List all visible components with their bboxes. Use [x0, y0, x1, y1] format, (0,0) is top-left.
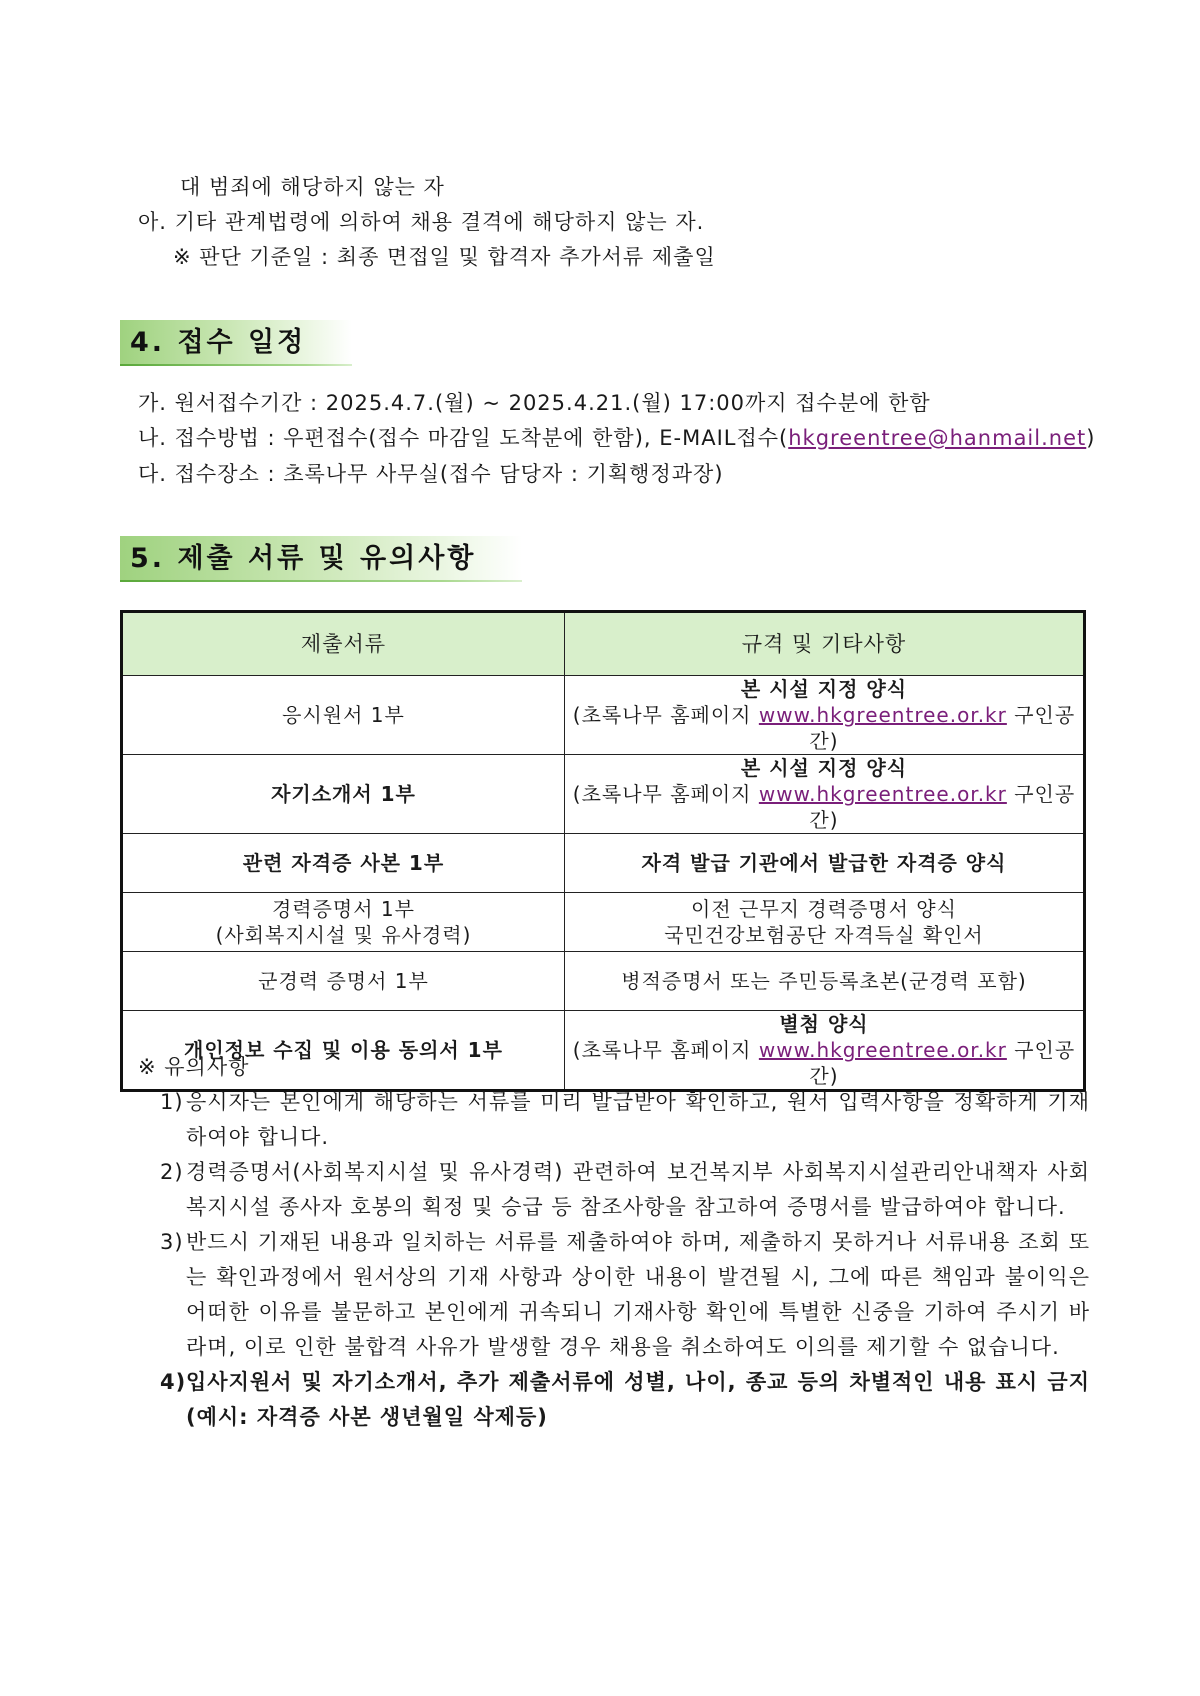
spec-detail: (초록나무 홈페이지 www.hkgreentree.or.kr 구인공간) [572, 1038, 1076, 1088]
note-number: 2) [160, 1160, 184, 1184]
table-header-row [122, 612, 1085, 676]
spec-cell [564, 676, 1084, 755]
spec-cell: 자격 발급 기관에서 발급한 자격증 양식 [564, 834, 1084, 893]
table-row [122, 893, 1085, 952]
header-specs: 규격 및 기타사항 [564, 612, 1084, 676]
spec-title: 이전 근무지 경력증명서 양식 [691, 897, 957, 921]
note-text: 응시자는 본인에게 해당하는 서류를 미리 발급받아 확인하고, 원서 입력사항을 정확하게 기재하여야 합니다. [186, 1090, 1090, 1149]
doc-note: (사회복지시설 및 유사경력) [215, 923, 472, 947]
table-row [122, 952, 1085, 1011]
note-text: 입사지원서 및 자기소개서, 추가 제출서류에 성별, 나이, 종교 등의 차별적인 내용 표시 금지(예시: 자격증 사본 생년월일 삭제등) [186, 1370, 1090, 1429]
note-number: 4) [160, 1370, 187, 1394]
header-documents: 제출서류 [122, 612, 565, 676]
note-item [120, 1085, 1090, 1155]
email-link[interactable]: hkgreentree@hanmail.net [788, 426, 1087, 450]
section-4-heading: 4. 접수 일정 [120, 320, 352, 366]
spec-title: 본 시설 지정 양식 [740, 756, 908, 780]
note-number: 3) [160, 1230, 184, 1254]
note-item [120, 1225, 1090, 1365]
doc-cell: 개인정보 수집 및 이용 동의서 1부 [122, 1011, 565, 1091]
spec-detail: (초록나무 홈페이지 www.hkgreentree.or.kr 구인공간) [572, 703, 1076, 753]
note-item [120, 1365, 1090, 1435]
application-method [138, 422, 1095, 452]
homepage-link[interactable]: www.hkgreentree.or.kr [758, 703, 1007, 727]
documents-table [120, 610, 1086, 1092]
doc-cell: 응시원서 1부 [122, 676, 565, 755]
notes-section [120, 1050, 1090, 1435]
section-5-heading: 5. 제출 서류 및 유의사항 [120, 536, 522, 582]
doc-title: 경력증명서 1부 [271, 897, 415, 921]
eligibility-reference-date: ※ 판단 기준일 : 최종 면접일 및 합격자 추가서류 제출일 [173, 245, 716, 269]
doc-cell: 군경력 증명서 1부 [122, 952, 565, 1011]
spec-title: 본 시설 지정 양식 [740, 677, 908, 701]
homepage-link[interactable]: www.hkgreentree.or.kr [758, 782, 1007, 806]
note-text: 경력증명서(사회복지시설 및 유사경력) 관련하여 보건복지부 사회복지시설관리안내책자 사회복지시설 종사자 호봉의 획정 및 승급 등 참조사항을 참고하여 증명서를 발급하여야 합니다. [186, 1160, 1090, 1219]
application-method-close: ) [1086, 426, 1096, 450]
eligibility-item-a: 아. 기타 관계법령에 의하여 채용 결격에 해당하지 않는 자. [138, 210, 705, 234]
doc-cell [122, 893, 565, 952]
table-row [122, 676, 1085, 755]
table-row [122, 834, 1085, 893]
spec-detail: (초록나무 홈페이지 www.hkgreentree.or.kr 구인공간) [572, 782, 1076, 832]
homepage-link[interactable]: www.hkgreentree.or.kr [758, 1038, 1007, 1062]
spec-cell: 병적증명서 또는 주민등록초본(군경력 포함) [564, 952, 1084, 1011]
note-number: 1) [160, 1090, 184, 1114]
doc-cell: 자기소개서 1부 [122, 755, 565, 834]
spec-cell [564, 755, 1084, 834]
notes-title: ※ 유의사항 [138, 1055, 250, 1079]
eligibility-continuation: 대 범죄에 해당하지 않는 자 [180, 175, 445, 199]
doc-cell: 관련 자격증 사본 1부 [122, 834, 565, 893]
spec-cell [564, 893, 1084, 952]
note-item [120, 1155, 1090, 1225]
application-period: 가. 원서접수기간 : 2025.4.7.(월) ~ 2025.4.21.(월) 17:00까지 접수분에 한함 [138, 391, 931, 415]
note-text: 반드시 기재된 내용과 일치하는 서류를 제출하여야 하며, 제출하지 못하거나 서류내용 조회 또는 확인과정에서 원서상의 기재 사항과 상이한 내용이 발견될 시, 그에 따른 책임과 불이익은 어떠한 이유를 불문하고 본인에게 귀속되니 기재사항 확인에 특별한 신중을 기하여 주시기 바라며, 이로 인한 불합격 사유가 발생할 경우 채용을 취소하여도 이의를 제기할 수 없습니다. [186, 1230, 1090, 1359]
spec-title: 별첨 양식 [779, 1012, 869, 1036]
table-row [122, 755, 1085, 834]
application-place: 다. 접수장소 : 초록나무 사무실(접수 담당자 : 기획행정과장) [138, 462, 724, 486]
application-method-text: 나. 접수방법 : 우편접수(접수 마감일 도착분에 한함), E-MAIL접수( [138, 426, 789, 450]
spec-detail: 국민건강보험공단 자격득실 확인서 [664, 923, 984, 947]
